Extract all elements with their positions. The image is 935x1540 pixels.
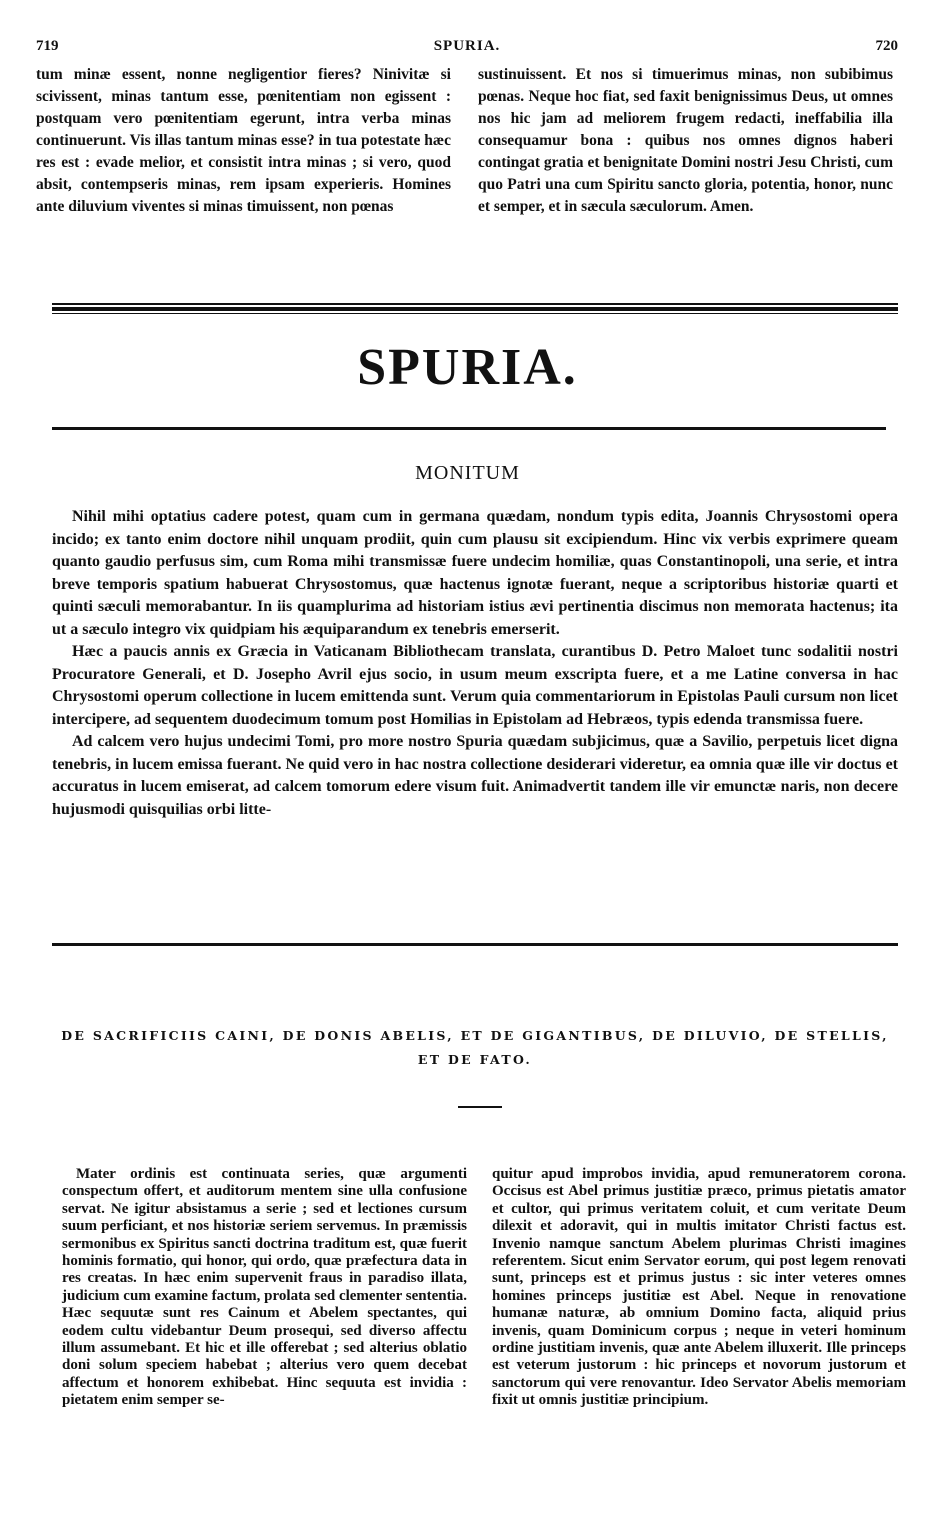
title-rule bbox=[52, 427, 886, 430]
bottom-right-text: quitur apud improbos invidia, apud remuneratorem corona. Occisus est Abel primus justitiæ præco, primus pietatis amator et cultor, qui primus veritatem coluit, et cum veritate Deum dilexit et adoravit, qui in multis imitator Christi factus est. Invenio namque sanctum Abelem plurimas Christi imagines referentem. Sicut enim Servator eorum, qui post legem renovati sunt, princeps est et primus justus : sic inter veteres omnes homines princeps justitiæ est Abel. Neque in renovatione humanæ naturæ, ab omnium Domino facta, aliquid prius invenis, quam Dominicum corpus ; neque in veteri hominum ordine justitiam invenis, quæ ante Abelem illuxerit. Ille princeps est veterum justorum : hic princeps et novorum justorum et sanctorum qui vere renovantur. Ideo Servator Abelis memoriam fixit ut omnis justitiæ principium. bbox=[492, 1166, 906, 1409]
running-title: SPURIA. bbox=[433, 38, 501, 54]
monitum-paragraph: Ad calcem vero hujus undecimi Tomi, pro more nostro Spuria quædam subjicimus, quæ a Savilio, perpetuis licet digna tenebris, in lucem emissa fuerant. Ne quid vero in hac nostra collectione desiderari videretur, ea omnia quæ ille vir doctus et accuratus in lucem emiserat, ad calcem tomorum edere visum fuit. Animadvertit tandem ille vir emunctæ naris, non decere hujusmodi quisquilias orbi litte- bbox=[52, 733, 898, 818]
main-title: SPURIA. bbox=[357, 339, 578, 396]
section-title bbox=[60, 1024, 890, 1072]
monitum-paragraph: Nihil mihi optatius cadere potest, quam cum in germana quædam, nondum typis edita, Joannis Chrysostomi opera incido; ex tanto enim doctore nihil unquam prodiit, quin cum plausu sit excipiendum. Hinc vix verbis exprimere queam quanto gaudio perfusus sim, cum Roma mihi transmissæ fuere undecim homiliæ, quas Constantinopoli, una serie, et intra breve temporis spatium habuerat Chrysostomus, quæ hactenus ignotæ fuerant, neque a scriptoribus historiæ quarti et quinti sæculi memorabantur. In iis quamplurima ad historiam istius ævi pertinentia discimus non memorata hactenus; ita ut a sæculo integro vix quidpiam his æquiparandum ex tenebris emerserit. bbox=[52, 508, 898, 638]
top-left-text: tum minæ essent, nonne negligentior fieres? Ninivitæ si scivissent, minas tantum esse, pœnitentiam non egissent : postquam vero pœnitentiam egerunt, intra verba minas continuerunt. Vis illas tantum minas esse? in tua potestate hæc res est : evade melior, et consistit intra minas ; si vero, quod absit, contempseris minas, rem ipsam experieris. Homines ante diluvium viventes si minas timuissent, non pœnas bbox=[36, 66, 451, 215]
page-number-left: 719 bbox=[36, 38, 59, 54]
top-left-column bbox=[36, 64, 451, 218]
section-rule bbox=[52, 943, 898, 946]
monitum-heading: MONITUM bbox=[415, 462, 520, 484]
top-right-column bbox=[478, 64, 893, 218]
section-title-line: DE SACRIFICIIS CAINI, DE DONIS ABELIS, ET DE GIGANTIBUS, DE DILUVIO, DE STELLIS, bbox=[61, 1028, 889, 1043]
page-header bbox=[36, 38, 898, 58]
monitum-body bbox=[52, 506, 898, 821]
bottom-left-column bbox=[62, 1166, 467, 1410]
bottom-left-text: Mater ordinis est continuata series, quæ argumenti conspectum offert, et auditorum mentem sine ulla confusione servat. Ne igitur absistamus a serie ; sed et lectiones cursum suum perficiant, et nos historiæ seriem servemus. In præmissis sermonibus ex Spiritus sancti doctrina traditum est, quæ fuerit hominis formatio, qui honor, qui ordo, quæ præfectura data in res creatas. In hæc enim supervenit fraus in paradiso illata, judicium cum examine factum, prolata sed clementer sententia. Hæc sequutæ sunt res Cainum et Abelem spectantes, qui eodem cultu videbantur Deum prosequi, sed diverso affectu illum assumebant. Et hic et ille offerebat ; sed alterius oblatio doni solum speciem habebat ; alterius vero quem decebat affectum et honorem exhibebat. Hinc sequuta est invidia : pietatem enim semper se- bbox=[62, 1166, 467, 1409]
short-rule bbox=[458, 1106, 502, 1108]
monitum-paragraph: Hæc a paucis annis ex Græcia in Vaticanam Bibliothecam translata, curantibus D. Petro Maloet tunc sodalitii nostri Procuratore Generali, et D. Josepho Avril ejus socio, in usum meum exscripta fuere, et a me Latine conversa in hac Chrysostomi operum collectione in lucem emittenda sunt. Verum quia commentariorum in Epistolas Pauli cursum non licet intercipere, ad sequentem duodecimum tomum post Homilias in Epistolam ad Hebræos, typis edenda transmissa fuere. bbox=[52, 643, 898, 728]
page-number-right: 720 bbox=[875, 38, 898, 54]
double-rule-divider bbox=[52, 303, 898, 314]
top-right-text: sustinuissent. Et nos si timuerimus minas, non subibimus pœnas. Neque hoc fiat, sed faxit benignissimus Deus, ut omnes nos hic jam ad meliorem frugem redacti, ineffabilia illa consequamur bona : quibus nos omnes dignos haberi contingat gratia et benignitate Domini nostri Jesu Christi, cum quo Patri una cum Spiritu sancto gloria, potentia, honor, nunc et semper, et in sæcula sæculorum. Amen. bbox=[478, 66, 893, 215]
section-title-line: ET DE FATO. bbox=[417, 1052, 533, 1067]
bottom-right-column bbox=[492, 1166, 906, 1410]
